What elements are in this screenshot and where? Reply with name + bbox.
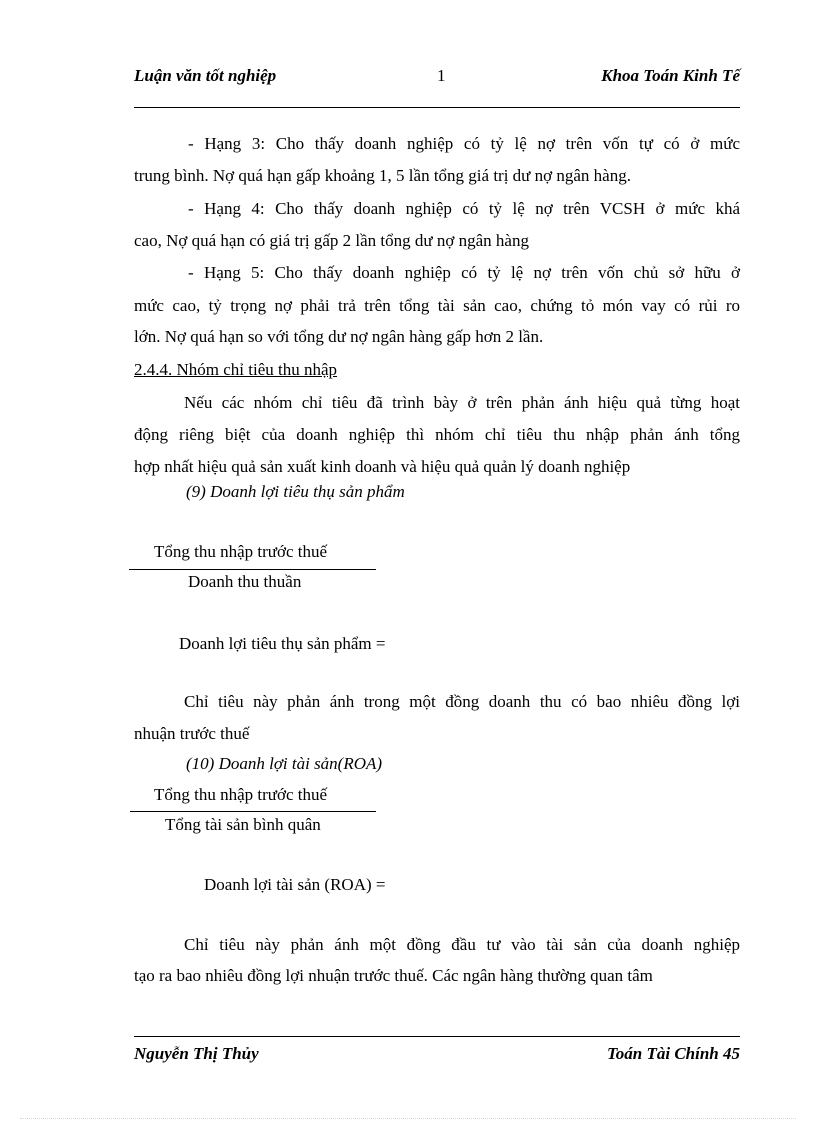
footer-rule: [134, 1036, 740, 1037]
formula-9-denominator: Doanh thu thuần: [188, 572, 302, 591]
rank-4-line: - Hạng 4: Cho thấy doanh nghiệp có tỷ lệ nợ trên VCSH ở mức khá: [188, 199, 740, 218]
rank-3-line: - Hạng 3: Cho thấy doanh nghiệp có tỷ lệ nợ trên vốn tự có ở mức: [188, 134, 740, 153]
formula-10-fraction-bar: [130, 811, 376, 812]
income-paragraph-line-3: hợp nhất hiệu quả sản xuất kinh doanh và hiệu quả quản lý doanh nghiệp: [134, 457, 631, 476]
rank-3-cont: trung bình. Nợ quá hạn gấp khoảng 1, 5 lần tổng giá trị dư nợ ngân hàng.: [134, 166, 631, 185]
page-edge-dots: [20, 1118, 796, 1119]
rank-5-end: lớn. Nợ quá hạn so với tổng dư nợ ngân hàng gấp hơn 2 lần.: [134, 327, 544, 346]
formula-10-explanation-1: Chỉ tiêu này phản ánh một đồng đầu tư vào tài sản của doanh nghiệp: [184, 935, 740, 954]
rank-5-cont: mức cao, tỷ trọng nợ phải trả trên tổng tài sản cao, chứng tỏ món vay có rủi ro: [134, 296, 740, 315]
formula-10-explanation-2: tạo ra bao nhiêu đồng lợi nhuận trước thuế. Các ngân hàng thường quan tâm: [134, 966, 653, 985]
formula-9-lhs: Doanh lợi tiêu thụ sản phẩm =: [179, 634, 386, 653]
formula-9-numerator: Tổng thu nhập trước thuế: [154, 542, 328, 561]
income-paragraph-line-2: động riêng biệt của doanh nghiệp thì nhóm chỉ tiêu thu nhập phản ánh tổng: [134, 425, 740, 444]
header-department: Khoa Toán Kinh Tế: [601, 66, 740, 85]
rank-5-line: - Hạng 5: Cho thấy doanh nghiệp có tỷ lệ nợ trên vốn chủ sở hữu ở: [188, 263, 740, 282]
formula-10-denominator: Tổng tài sản bình quân: [165, 815, 321, 834]
header-rule: [134, 107, 740, 108]
formula-10-lhs: Doanh lợi tài sản (ROA) =: [204, 875, 386, 894]
header-title: Luận văn tốt nghiệp: [134, 66, 277, 85]
section-heading: 2.4.4. Nhóm chỉ tiêu thu nhập: [134, 360, 338, 379]
formula-10-title: (10) Doanh lợi tài sản(ROA): [186, 754, 383, 773]
footer-class: Toán Tài Chính 45: [606, 1044, 740, 1063]
rank-4-cont: cao, Nợ quá hạn có giá trị gấp 2 lần tổng dư nợ ngân hàng: [134, 231, 529, 250]
formula-9-explanation-2: nhuận trước thuế: [134, 724, 250, 743]
formula-9-fraction-bar: [129, 569, 376, 570]
formula-9-explanation-1: Chỉ tiêu này phản ánh trong một đồng doanh thu có bao nhiêu đồng lợi: [184, 692, 740, 711]
page-number: 1: [437, 66, 446, 85]
formula-9-title: (9) Doanh lợi tiêu thụ sản phẩm: [186, 482, 405, 501]
formula-10-numerator: Tổng thu nhập trước thuế: [154, 785, 328, 804]
footer-author: Nguyễn Thị Thủy: [134, 1044, 259, 1063]
income-paragraph-line-1: Nếu các nhóm chỉ tiêu đã trình bày ở trên phản ánh hiệu quả từng hoạt: [184, 393, 740, 412]
